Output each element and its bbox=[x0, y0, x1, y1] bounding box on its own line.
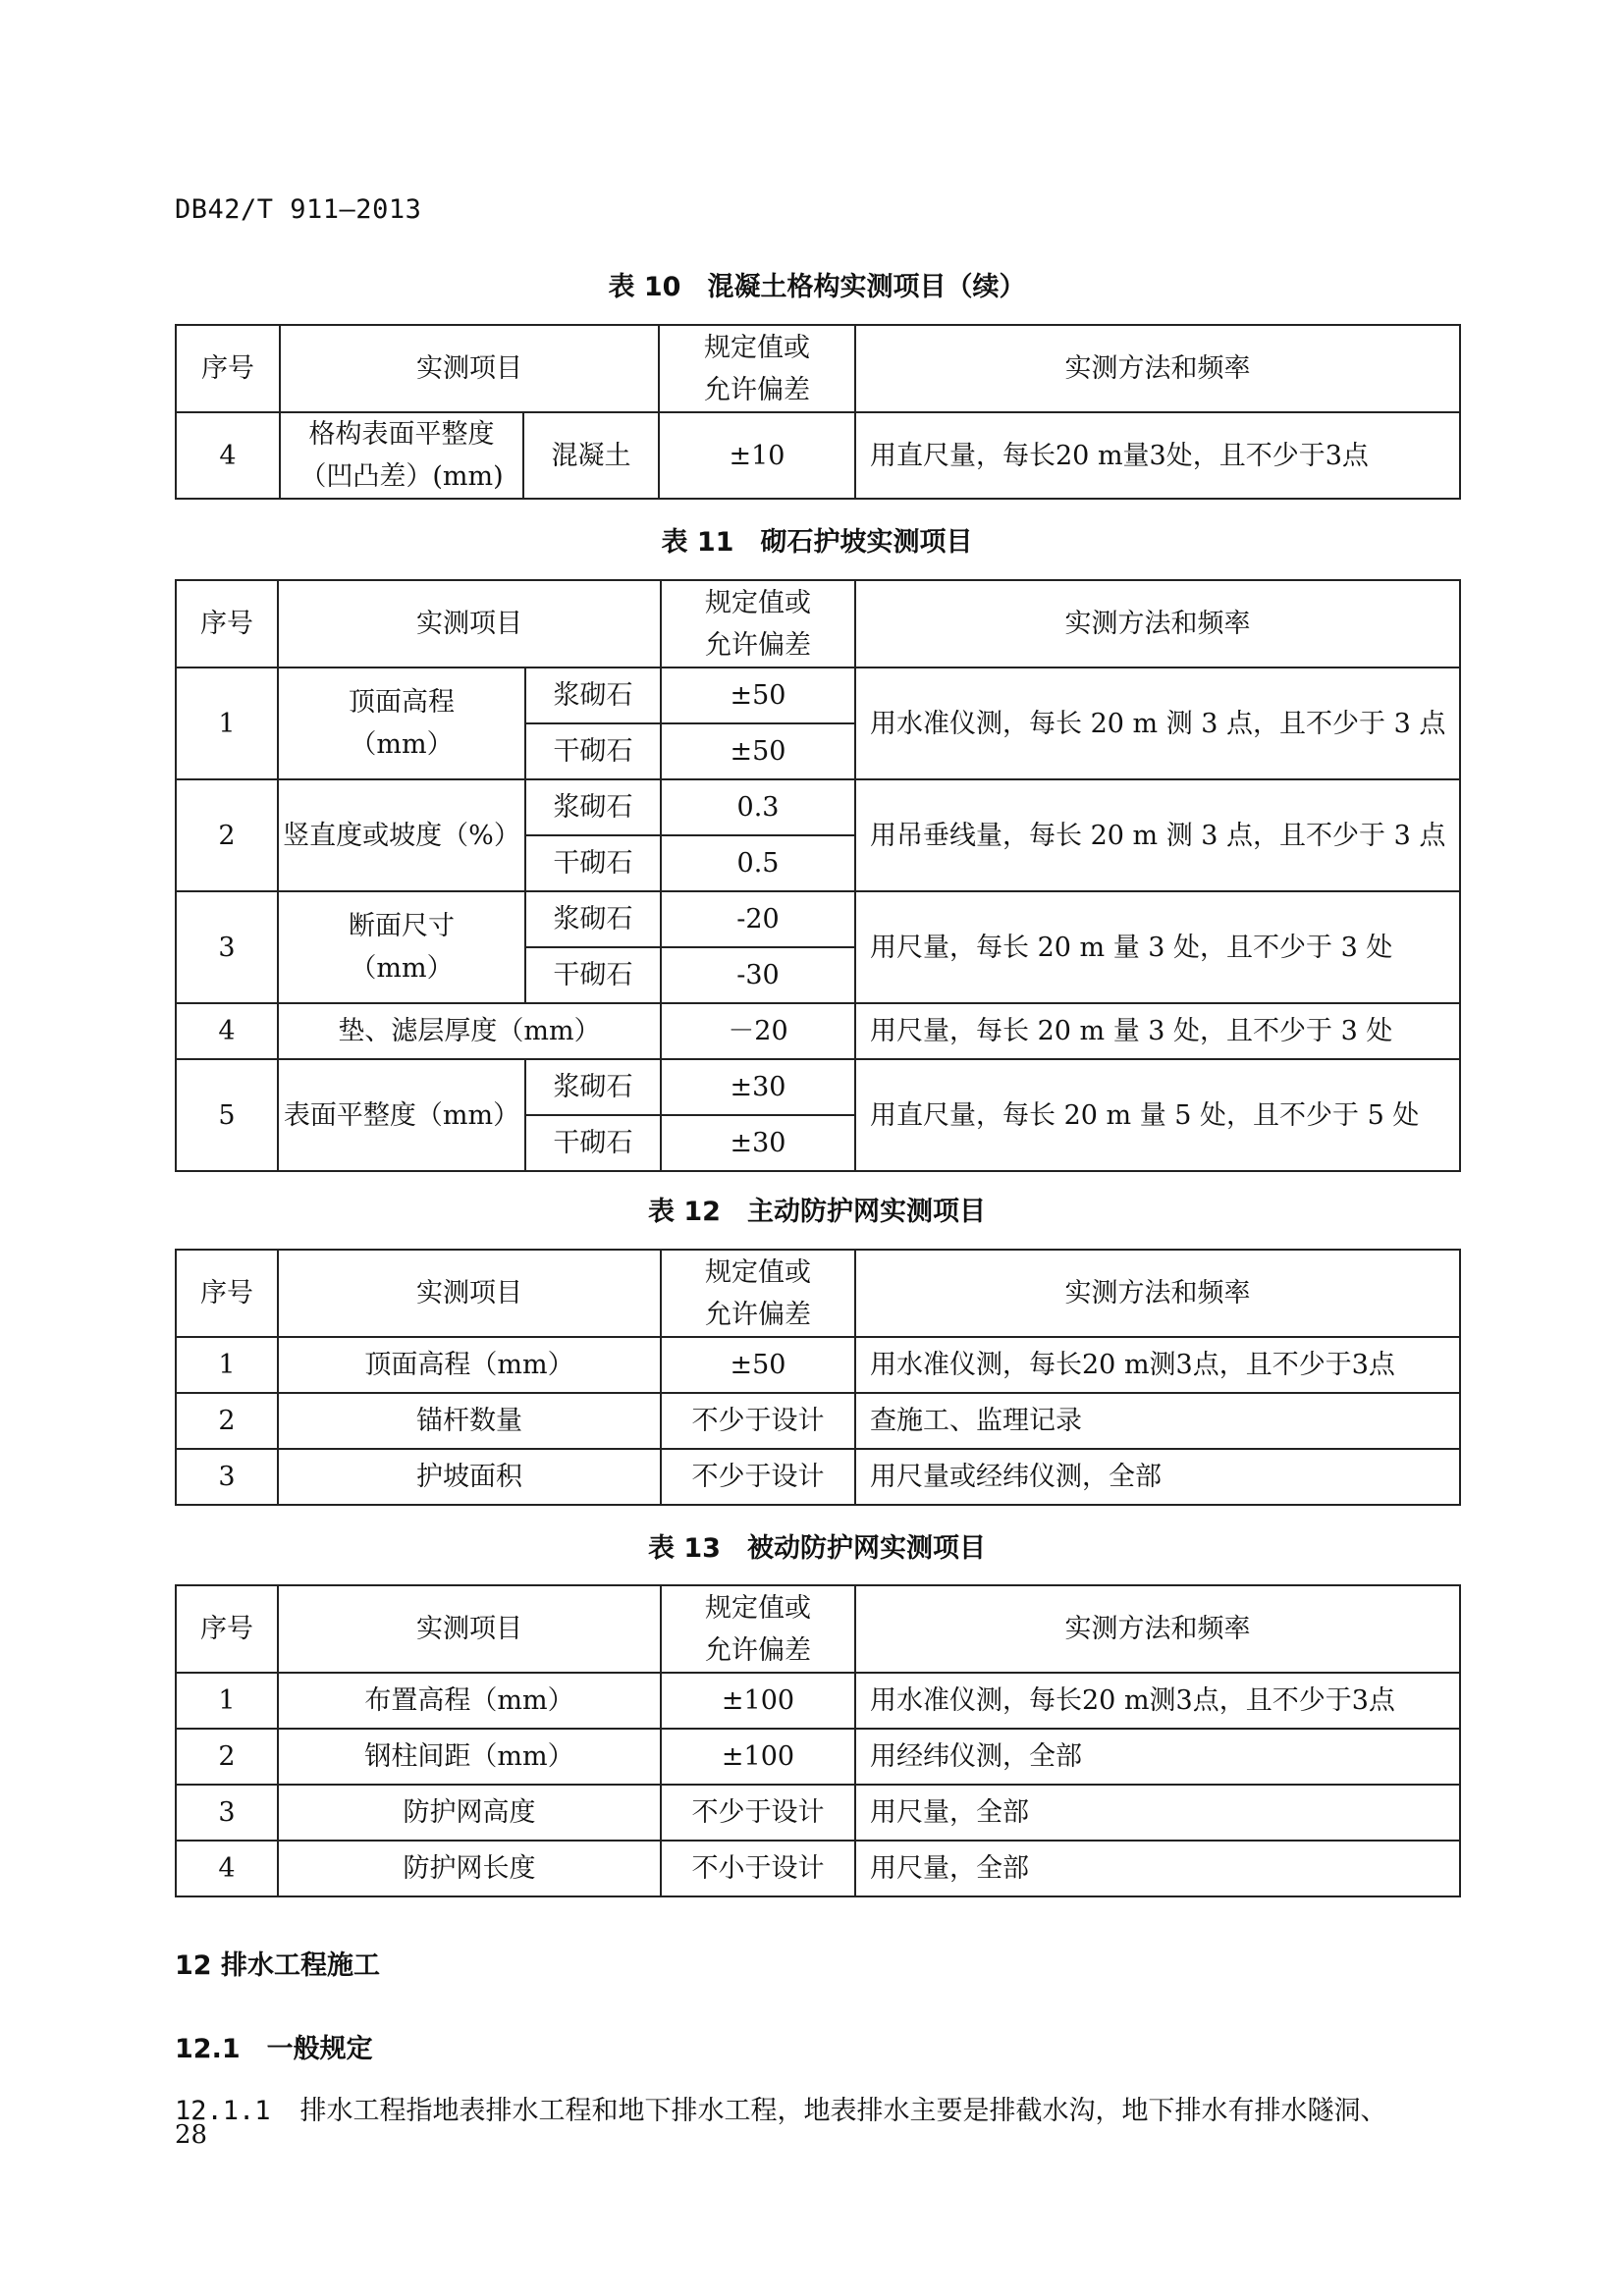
cell-seq: 3 bbox=[176, 891, 278, 1003]
cell-tolerance: ±30 bbox=[661, 1059, 855, 1115]
cell-method: 用水准仪测，每长20 m测3点，且不少于3点 bbox=[855, 1337, 1460, 1393]
cell-sub: 浆砌石 bbox=[525, 1059, 661, 1115]
cell-sub: 干砌石 bbox=[525, 835, 661, 891]
cell-tolerance: ±50 bbox=[661, 667, 855, 723]
cell-sub: 混凝土 bbox=[523, 412, 659, 499]
table-row bbox=[176, 1393, 1460, 1449]
cell-item: 防护网高度 bbox=[278, 1785, 661, 1841]
table-row bbox=[176, 1785, 1460, 1841]
cell-tolerance: ±100 bbox=[661, 1673, 855, 1729]
table-row bbox=[176, 1729, 1460, 1785]
cell-item: 格构表面平整度 （凹凸差）(mm) bbox=[280, 412, 523, 499]
cell-seq: 1 bbox=[176, 1337, 278, 1393]
table12-caption: 表 12 主动防护网实测项目 bbox=[648, 1197, 986, 1227]
cell-tolerance: -20 bbox=[661, 891, 855, 947]
clause-number: 12.1.1 bbox=[175, 2096, 271, 2126]
cell-method: 用水准仪测，每长20 m测3点，且不少于3点 bbox=[855, 1673, 1460, 1729]
table-row bbox=[176, 779, 1460, 835]
cell-seq: 5 bbox=[176, 1059, 278, 1171]
cell-method: 用尺量，全部 bbox=[855, 1841, 1460, 1896]
header-seq: 序号 bbox=[176, 325, 280, 412]
header-tolerance: 规定值或 允许偏差 bbox=[661, 1585, 855, 1673]
header-seq: 序号 bbox=[176, 580, 278, 667]
cell-item: 钢柱间距（mm） bbox=[278, 1729, 661, 1785]
cell-sub: 干砌石 bbox=[525, 1115, 661, 1171]
cell-seq: 2 bbox=[176, 1393, 278, 1449]
table-row bbox=[176, 1841, 1460, 1896]
cell-tolerance: 0.3 bbox=[661, 779, 855, 835]
cell-sub: 干砌石 bbox=[525, 723, 661, 779]
table-row bbox=[176, 667, 1460, 723]
cell-item: 护坡面积 bbox=[278, 1449, 661, 1505]
cell-item: 竖直度或坡度（%） bbox=[278, 779, 525, 891]
cell-method: 用直尺量，每长 20 m 量 5 处，且不少于 5 处 bbox=[855, 1059, 1460, 1171]
cell-method: 用尺量，每长 20 m 量 3 处，且不少于 3 处 bbox=[855, 1003, 1460, 1059]
cell-seq: 1 bbox=[176, 667, 278, 779]
cell-tolerance: -30 bbox=[661, 947, 855, 1003]
header-seq: 序号 bbox=[176, 1250, 278, 1337]
table-row bbox=[176, 1003, 1460, 1059]
cell-tolerance: ±50 bbox=[661, 1337, 855, 1393]
cell-method: 用水准仪测，每长 20 m 测 3 点，且不少于 3 点 bbox=[855, 667, 1460, 779]
cell-sub: 干砌石 bbox=[525, 947, 661, 1003]
cell-tolerance: ±10 bbox=[659, 412, 855, 499]
section-12-heading: 12 排水工程施工 bbox=[175, 1950, 380, 1981]
cell-method: 用经纬仪测，全部 bbox=[855, 1729, 1460, 1785]
header-item: 实测项目 bbox=[280, 325, 659, 412]
table-row bbox=[176, 1673, 1460, 1729]
table13 bbox=[175, 1584, 1461, 1897]
table11-caption: 表 11 砌石护坡实测项目 bbox=[661, 527, 973, 558]
cell-method: 用尺量或经纬仪测，全部 bbox=[855, 1449, 1460, 1505]
table-row bbox=[176, 1449, 1460, 1505]
cell-item: 锚杆数量 bbox=[278, 1393, 661, 1449]
page-number: 28 bbox=[175, 2120, 208, 2150]
cell-method: 查施工、监理记录 bbox=[855, 1393, 1460, 1449]
cell-tolerance: 不小于设计 bbox=[661, 1841, 855, 1896]
table-row bbox=[176, 1337, 1460, 1393]
cell-seq: 2 bbox=[176, 1729, 278, 1785]
cell-method: 用吊垂线量，每长 20 m 测 3 点，且不少于 3 点 bbox=[855, 779, 1460, 891]
cell-sub: 浆砌石 bbox=[525, 667, 661, 723]
cell-tolerance: ±50 bbox=[661, 723, 855, 779]
cell-method: 用直尺量，每长20 m量3处，且不少于3点 bbox=[855, 412, 1460, 499]
table11 bbox=[175, 579, 1461, 1172]
cell-seq: 4 bbox=[176, 412, 280, 499]
cell-item: 垫、滤层厚度（mm） bbox=[278, 1003, 661, 1059]
cell-item: 防护网长度 bbox=[278, 1841, 661, 1896]
header-method: 实测方法和频率 bbox=[855, 1250, 1460, 1337]
cell-tolerance: 不少于设计 bbox=[661, 1449, 855, 1505]
clause-12-1-1 bbox=[175, 2089, 1459, 2127]
table-row bbox=[176, 1059, 1460, 1115]
table-row bbox=[176, 891, 1460, 947]
table10 bbox=[175, 324, 1461, 500]
table12 bbox=[175, 1249, 1461, 1506]
cell-sub: 浆砌石 bbox=[525, 891, 661, 947]
header-tolerance: 规定值或 允许偏差 bbox=[661, 1250, 855, 1337]
header-tolerance: 规定值或 允许偏差 bbox=[659, 325, 855, 412]
table10-caption: 表 10 混凝土格构实测项目（续） bbox=[608, 272, 1026, 302]
clause-text: 排水工程指地表排水工程和地下排水工程，地表排水主要是排截水沟，地下排水有排水隧洞、 bbox=[299, 2096, 1387, 2126]
cell-sub: 浆砌石 bbox=[525, 779, 661, 835]
cell-seq: 3 bbox=[176, 1785, 278, 1841]
cell-method: 用尺量，每长 20 m 量 3 处，且不少于 3 处 bbox=[855, 891, 1460, 1003]
header-tolerance: 规定值或 允许偏差 bbox=[661, 580, 855, 667]
cell-seq: 1 bbox=[176, 1673, 278, 1729]
cell-seq: 4 bbox=[176, 1003, 278, 1059]
header-item: 实测项目 bbox=[278, 1585, 661, 1673]
table13-caption: 表 13 被动防护网实测项目 bbox=[648, 1533, 986, 1564]
header-item: 实测项目 bbox=[278, 1250, 661, 1337]
cell-item: 断面尺寸 （mm） bbox=[278, 891, 525, 1003]
header-method: 实测方法和频率 bbox=[855, 1585, 1460, 1673]
cell-tolerance: ±100 bbox=[661, 1729, 855, 1785]
cell-seq: 2 bbox=[176, 779, 278, 891]
header-seq: 序号 bbox=[176, 1585, 278, 1673]
cell-tolerance: 不少于设计 bbox=[661, 1785, 855, 1841]
cell-tolerance: 0.5 bbox=[661, 835, 855, 891]
cell-item: 顶面高程（mm） bbox=[278, 1337, 661, 1393]
cell-seq: 4 bbox=[176, 1841, 278, 1896]
section-12-1-heading: 12.1 一般规定 bbox=[175, 2034, 373, 2064]
cell-seq: 3 bbox=[176, 1449, 278, 1505]
document-code: DB42/T 911—2013 bbox=[175, 194, 422, 225]
cell-tolerance: －20 bbox=[661, 1003, 855, 1059]
cell-item: 顶面高程 （mm） bbox=[278, 667, 525, 779]
cell-tolerance: ±30 bbox=[661, 1115, 855, 1171]
header-method: 实测方法和频率 bbox=[855, 580, 1460, 667]
cell-item: 布置高程（mm） bbox=[278, 1673, 661, 1729]
cell-tolerance: 不少于设计 bbox=[661, 1393, 855, 1449]
cell-method: 用尺量，全部 bbox=[855, 1785, 1460, 1841]
cell-item: 表面平整度（mm） bbox=[278, 1059, 525, 1171]
table-row bbox=[176, 412, 1460, 499]
header-method: 实测方法和频率 bbox=[855, 325, 1460, 412]
header-item: 实测项目 bbox=[278, 580, 661, 667]
